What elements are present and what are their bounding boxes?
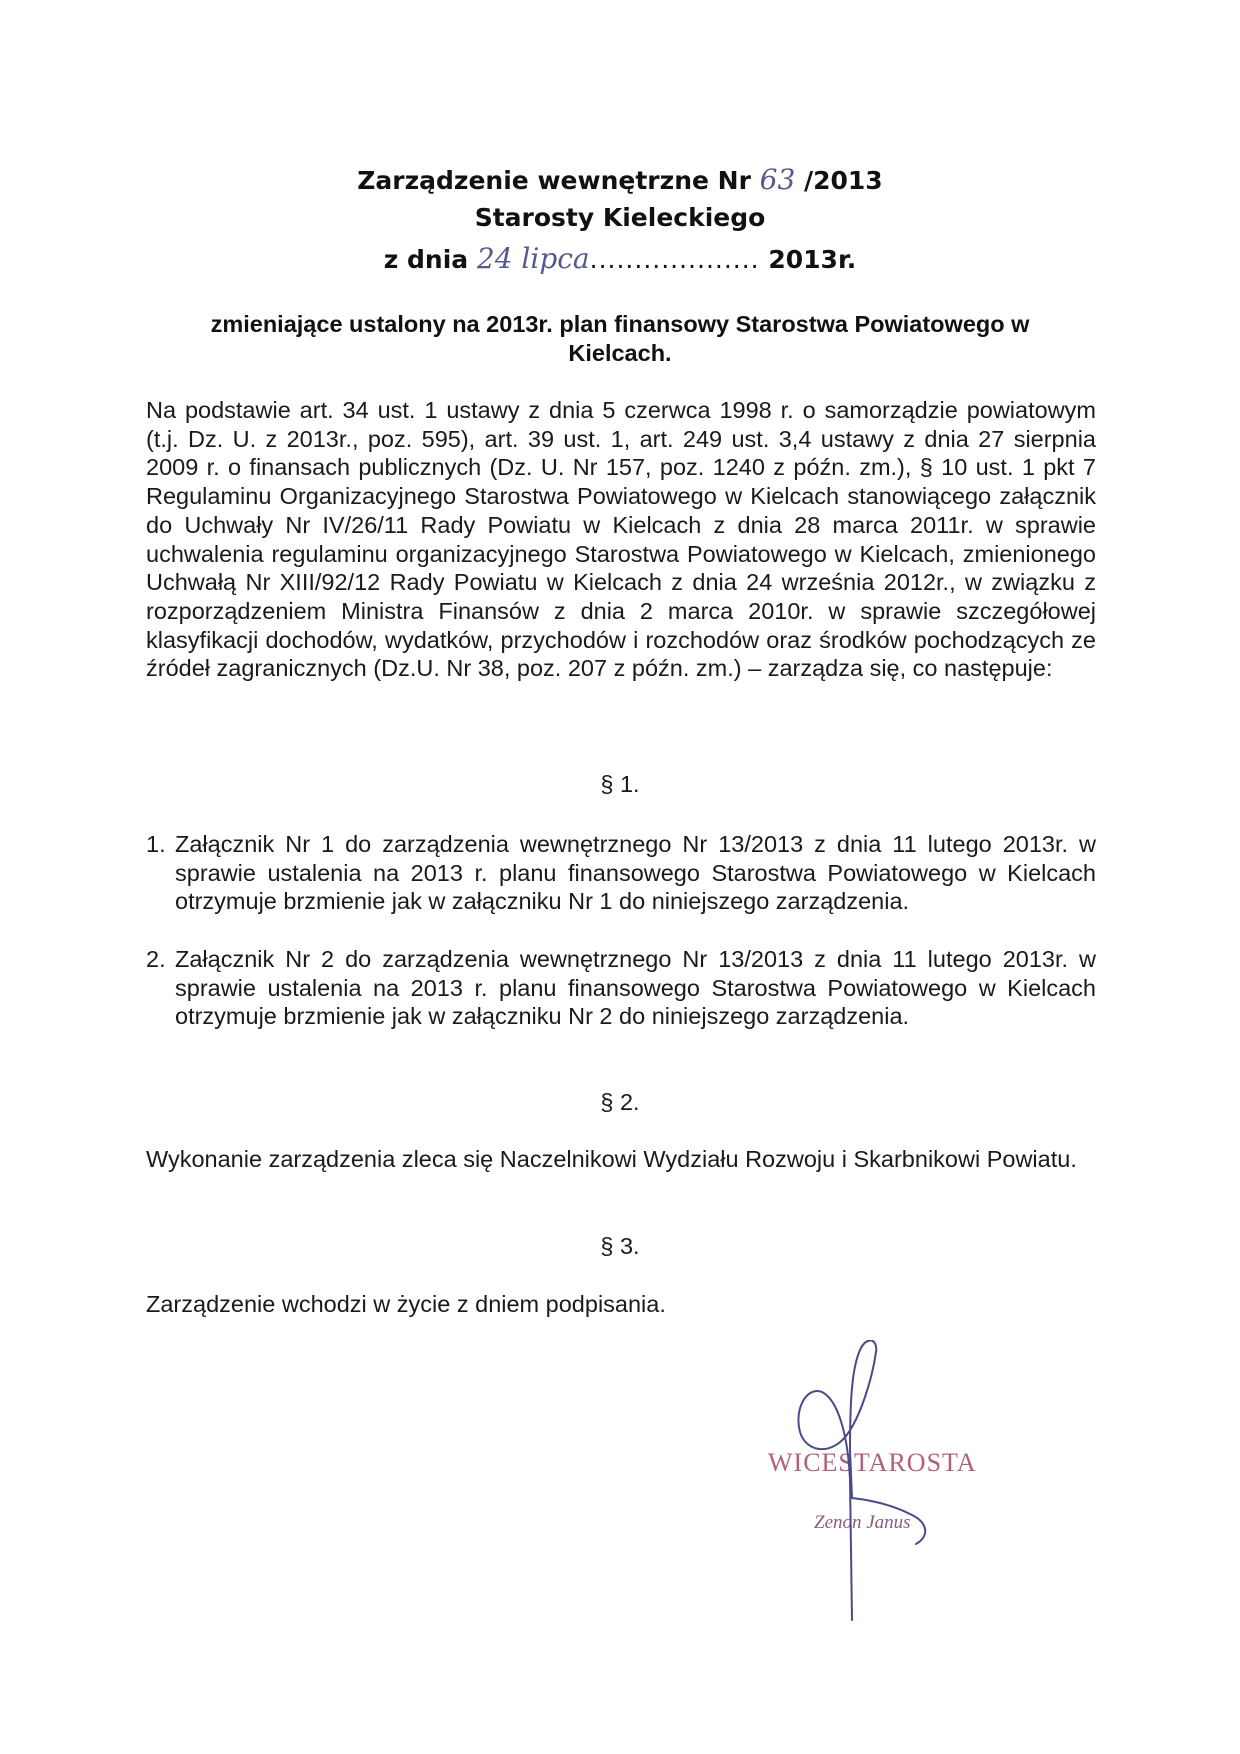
title-suffix: /2013 [803, 166, 883, 195]
document-title [0, 163, 1240, 196]
title-prefix: Zarządzenie wewnętrzne Nr [357, 166, 751, 195]
execution-paragraph: Wykonanie zarządzenia zleca się Naczelnikowi Wydziału Rozwoju i Skarbnikowi Powiatu. [146, 1146, 1077, 1172]
date-suffix: 2013r. [768, 245, 857, 274]
stamp-title: WICESTAROSTA [768, 1448, 977, 1477]
list-item-text: Załącznik Nr 1 do zarządzenia wewnętrznego Nr 13/2013 z dnia 11 lutego 2013r. w sprawie ustalenia na 2013 r. planu finansowego Starostwa Powiatowego w Kielcach otrzymuje brzmienie jak w załączniku Nr 1 do niniejszego zarządzenia. [175, 831, 1096, 915]
list-item [146, 830, 1096, 916]
list-item-text: Załącznik Nr 2 do zarządzenia wewnętrznego Nr 13/2013 z dnia 11 lutego 2013r. w sprawie ustalenia na 2013 r. planu finansowego Starostwa Powiatowego w Kielcach otrzymuje brzmienie jak w załączniku Nr 2 do niniejszego zarządzenia. [175, 946, 1096, 1030]
date-line [0, 242, 1240, 275]
date-dots: ................... [589, 245, 760, 274]
final-paragraph: Zarządzenie wchodzi w życie z dniem podpisania. [146, 1291, 666, 1317]
signature-icon [760, 1340, 1020, 1640]
handwritten-number: 63 [759, 163, 796, 196]
issuer-line: Starosty Kieleckiego [474, 203, 766, 232]
date-prefix: z dnia [383, 245, 469, 274]
preamble-paragraph: Na podstawie art. 34 ust. 1 ustawy z dnia 5 czerwca 1998 r. o samorządzie powiatowym (t.j. Dz. U. z 2013r., poz. 595), art. 39 ust. 1, art. 249 ust. 3,4 ustawy z dnia 27 sierpnia 2009 r. o finansach publicznych (Dz. U. Nr 157, poz. 1240 z późn. zm.), § 10 ust. 1 pkt 7 Regulaminu Organizacyjnego Starostwa Powiatowego w Kielcach stanowiącego załącznik do Uchwały Nr IV/26/11 Rady Powiatu w Kielcach z dnia 28 marca 2011r. w sprawie uchwalenia regulaminu organizacyjnego Starostwa Powiatowego w Kielcach, zmienionego Uchwałą Nr XIII/92/12 Rady Powiatu w Kielcach z dnia 24 września 2012r., w związku z rozporządzeniem Ministra Finansów z dnia 2 marca 2010r. w sprawie szczegółowej klasyfikacji dochodów, wydatków, przychodów i rozchodów oraz środków pochodzących ze źródeł zagranicznych (Dz.U. Nr 38, poz. 207 z późn. zm.) – zarządza się, co następuje: [146, 397, 1096, 682]
section-2-heading: § 2. [600, 1089, 640, 1115]
document-subject: zmieniające ustalony na 2013r. plan finansowy Starostwa Powiatowego w Kielcach. [210, 311, 1030, 366]
stamp-name: Zenon Janus [814, 1512, 911, 1533]
list-item-number: 1. [146, 831, 166, 857]
list-item-number: 2. [146, 946, 166, 972]
section-1-heading: § 1. [600, 771, 640, 797]
section-3-heading: § 3. [600, 1233, 640, 1259]
handwritten-date: 24 lipca [476, 242, 590, 275]
list-item [146, 945, 1096, 1031]
